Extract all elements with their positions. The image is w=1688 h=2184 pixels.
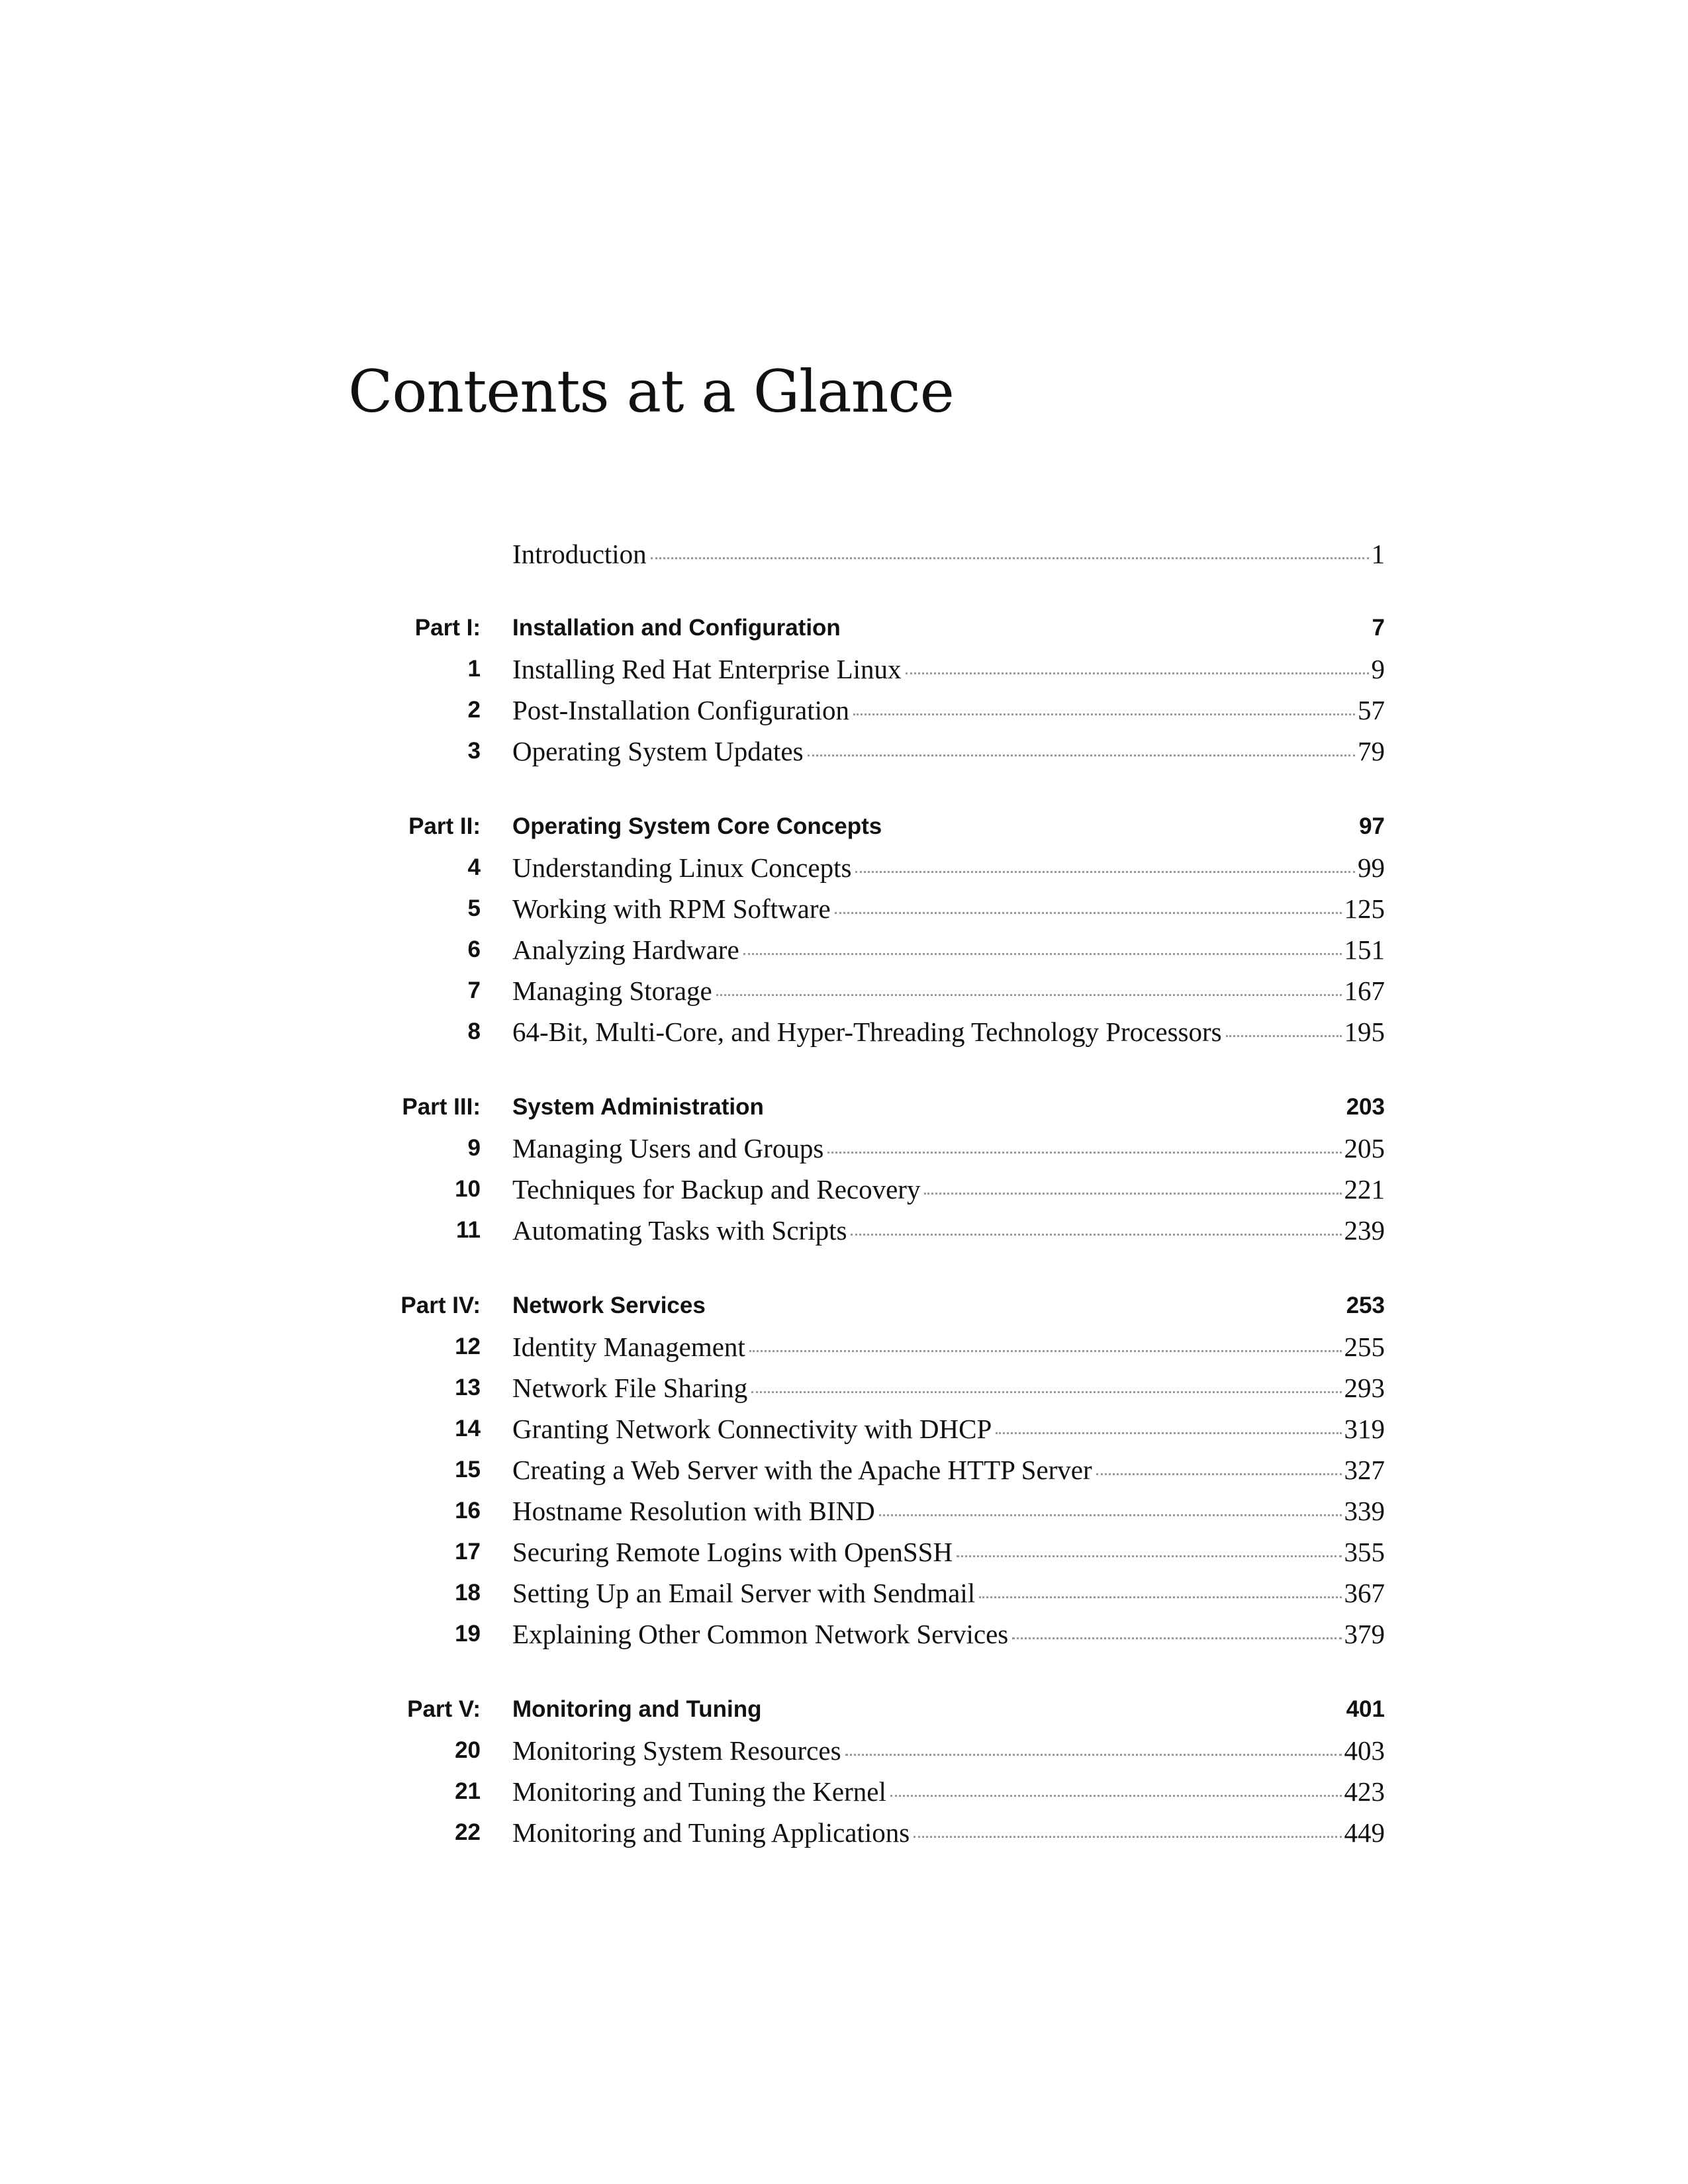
toc-chapter-num: 9	[467, 1135, 481, 1161]
toc-chapter-row[interactable]	[0, 1210, 1688, 1251]
toc-chapter-num: 19	[455, 1621, 481, 1647]
toc-leader	[890, 1794, 1342, 1797]
toc-chapter-title: Securing Remote Logins with OpenSSH	[512, 1537, 953, 1567]
toc-chapter-num: 18	[455, 1580, 481, 1606]
toc-leader	[1012, 1637, 1341, 1639]
toc-leader	[851, 1233, 1341, 1236]
toc-part-row[interactable]	[0, 1689, 1688, 1730]
toc-chapter-page: 327	[1344, 1455, 1385, 1485]
toc-chapter-page: 293	[1344, 1373, 1385, 1403]
toc-chapter-page: 167	[1344, 976, 1385, 1006]
toc-chapter-row[interactable]	[0, 1128, 1688, 1169]
toc-chapter-num: 14	[455, 1416, 481, 1441]
toc-part-row[interactable]	[0, 806, 1688, 847]
toc-chapter-num: 20	[455, 1737, 481, 1763]
toc-chapter-title: Monitoring and Tuning the Kernel	[512, 1776, 886, 1807]
toc-chapter-row[interactable]	[0, 1730, 1688, 1771]
toc-chapter-page: 367	[1344, 1578, 1385, 1608]
toc-chapter-num: 10	[455, 1176, 481, 1202]
toc-part-page: 253	[1346, 1293, 1385, 1318]
toc-part-label: Part II:	[408, 813, 481, 839]
toc-chapter-num: 6	[467, 936, 481, 962]
toc-part-label: Part I:	[414, 615, 481, 641]
toc-chapter-row[interactable]	[0, 1812, 1688, 1853]
toc-chapter-row[interactable]	[0, 1169, 1688, 1210]
toc-chapter-num: 16	[455, 1498, 481, 1524]
toc-chapter-num: 7	[467, 978, 481, 1003]
toc-part-label: Part IV:	[400, 1293, 481, 1318]
toc-chapter-title: Creating a Web Server with the Apache HTTP Server	[512, 1455, 1092, 1485]
toc-chapter-title: Explaining Other Common Network Services	[512, 1619, 1009, 1649]
toc-chapter-row[interactable]	[0, 1326, 1688, 1367]
toc-chapter-page: 239	[1344, 1215, 1385, 1246]
toc-chapter-row[interactable]	[0, 847, 1688, 888]
toc-chapter-row[interactable]	[0, 888, 1688, 929]
toc-leader	[827, 1151, 1341, 1154]
toc-part-title: Monitoring and Tuning	[512, 1696, 762, 1722]
toc-leader	[845, 1753, 1342, 1756]
toc-chapter-row[interactable]	[0, 1531, 1688, 1572]
toc-chapter-row[interactable]	[0, 1011, 1688, 1052]
toc-chapter-page: 319	[1344, 1414, 1385, 1444]
toc-chapter-title: Understanding Linux Concepts	[512, 852, 852, 883]
toc-chapter-title: Post-Installation Configuration	[512, 695, 850, 725]
toc-chapter-title: Monitoring System Resources	[512, 1735, 841, 1766]
toc-intro-row[interactable]	[0, 533, 1688, 574]
toc-leader	[957, 1555, 1341, 1557]
toc-chapter-num: 8	[467, 1019, 481, 1044]
toc-chapter-row[interactable]	[0, 1490, 1688, 1531]
toc-leader	[906, 672, 1369, 674]
toc-part-label: Part V:	[407, 1696, 481, 1722]
toc-part-page: 401	[1346, 1696, 1385, 1722]
toc-chapter-title: Identity Management	[512, 1332, 745, 1362]
toc-chapter-title: Hostname Resolution with BIND	[512, 1496, 875, 1526]
toc-chapter-page: 449	[1344, 1817, 1385, 1848]
toc-chapter-title: Monitoring and Tuning Applications	[512, 1817, 910, 1848]
toc-chapter-title: Working with RPM Software	[512, 893, 831, 924]
toc-part-row[interactable]	[0, 1285, 1688, 1326]
toc-leader	[651, 557, 1369, 559]
toc-chapter-page: 151	[1344, 934, 1385, 965]
toc-chapter-row[interactable]	[0, 1614, 1688, 1655]
toc-part-page: 97	[1359, 813, 1385, 839]
toc-chapter-num: 4	[467, 854, 481, 880]
toc-leader	[716, 993, 1342, 996]
toc-part-row[interactable]	[0, 608, 1688, 649]
toc-chapter-num: 17	[455, 1539, 481, 1565]
toc-leader	[979, 1596, 1341, 1598]
toc-chapter-page: 355	[1344, 1537, 1385, 1567]
toc-chapter-num: 22	[455, 1819, 481, 1845]
toc-chapter-num: 12	[455, 1334, 481, 1359]
toc-chapter-row[interactable]	[0, 1408, 1688, 1449]
toc-chapter-num: 21	[455, 1778, 481, 1804]
toc-part-page: 7	[1372, 615, 1385, 641]
toc-leader	[996, 1432, 1341, 1434]
toc-part-title: Installation and Configuration	[512, 615, 841, 641]
toc-chapter-title: Operating System Updates	[512, 736, 804, 766]
toc-leader	[924, 1192, 1341, 1195]
toc-leader	[879, 1514, 1342, 1516]
toc-chapter-page: 221	[1344, 1174, 1385, 1205]
toc-chapter-page: 57	[1358, 695, 1385, 725]
toc-chapter-row[interactable]	[0, 649, 1688, 690]
toc-chapter-title: Network File Sharing	[512, 1373, 748, 1403]
toc-leader	[808, 754, 1355, 756]
toc-part-title: Operating System Core Concepts	[512, 813, 882, 839]
toc-chapter-title: Analyzing Hardware	[512, 934, 739, 965]
toc-chapter-row[interactable]	[0, 970, 1688, 1011]
toc-leader	[1096, 1473, 1342, 1475]
toc-chapter-page: 255	[1344, 1332, 1385, 1362]
toc-leader	[743, 952, 1342, 955]
toc-chapter-row[interactable]	[0, 1449, 1688, 1490]
toc-chapter-title: Automating Tasks with Scripts	[512, 1215, 847, 1246]
toc-chapter-num: 3	[467, 738, 481, 764]
toc-chapter-page: 195	[1344, 1017, 1385, 1047]
toc-chapter-page: 99	[1358, 852, 1385, 883]
toc-chapter-page: 79	[1358, 736, 1385, 766]
toc-chapter-row[interactable]	[0, 690, 1688, 731]
toc-leader	[835, 911, 1342, 914]
toc-intro-page: 1	[1371, 539, 1385, 569]
toc-part-page: 203	[1346, 1094, 1385, 1120]
toc-chapter-title: Managing Users and Groups	[512, 1133, 824, 1163]
toc-leader	[855, 870, 1355, 873]
toc-leader	[749, 1349, 1342, 1352]
toc-chapter-page: 205	[1344, 1133, 1385, 1163]
toc-chapter-row[interactable]	[0, 731, 1688, 772]
toc-chapter-page: 9	[1371, 654, 1385, 684]
toc-chapter-page: 423	[1344, 1776, 1385, 1807]
toc-chapter-page: 379	[1344, 1619, 1385, 1649]
toc-chapter-title: Setting Up an Email Server with Sendmail	[512, 1578, 976, 1608]
toc-chapter-row[interactable]	[0, 1367, 1688, 1408]
toc-part-row[interactable]	[0, 1087, 1688, 1128]
toc-leader	[751, 1390, 1341, 1393]
toc-leader	[1226, 1034, 1342, 1037]
toc-part-label: Part III:	[402, 1094, 481, 1120]
toc-chapter-title: Techniques for Backup and Recovery	[512, 1174, 921, 1205]
toc-chapter-num: 5	[467, 895, 481, 921]
toc-chapter-num: 1	[467, 656, 481, 682]
toc-chapter-title: Installing Red Hat Enterprise Linux	[512, 654, 902, 684]
toc-chapter-title: Granting Network Connectivity with DHCP	[512, 1414, 992, 1444]
toc-part-title: System Administration	[512, 1094, 764, 1120]
toc-part-title: Network Services	[512, 1293, 706, 1318]
toc-leader	[853, 713, 1355, 715]
toc-chapter-num: 11	[456, 1217, 481, 1243]
toc-chapter-page: 339	[1344, 1496, 1385, 1526]
toc-chapter-num: 13	[455, 1375, 481, 1400]
toc-chapter-num: 2	[467, 697, 481, 723]
toc-chapter-title: 64-Bit, Multi-Core, and Hyper-Threading Technology Processors	[512, 1017, 1222, 1047]
toc-chapter-title: Managing Storage	[512, 976, 712, 1006]
toc-chapter-num: 15	[455, 1457, 481, 1482]
page-title: Contents at a Glance	[348, 357, 954, 426]
toc-leader	[914, 1835, 1341, 1838]
toc-chapter-row[interactable]	[0, 1572, 1688, 1614]
toc-chapter-page: 125	[1344, 893, 1385, 924]
toc-chapter-page: 403	[1344, 1735, 1385, 1766]
toc-chapter-row[interactable]	[0, 1771, 1688, 1812]
toc-chapter-row[interactable]	[0, 929, 1688, 970]
toc-intro-title: Introduction	[512, 539, 647, 569]
